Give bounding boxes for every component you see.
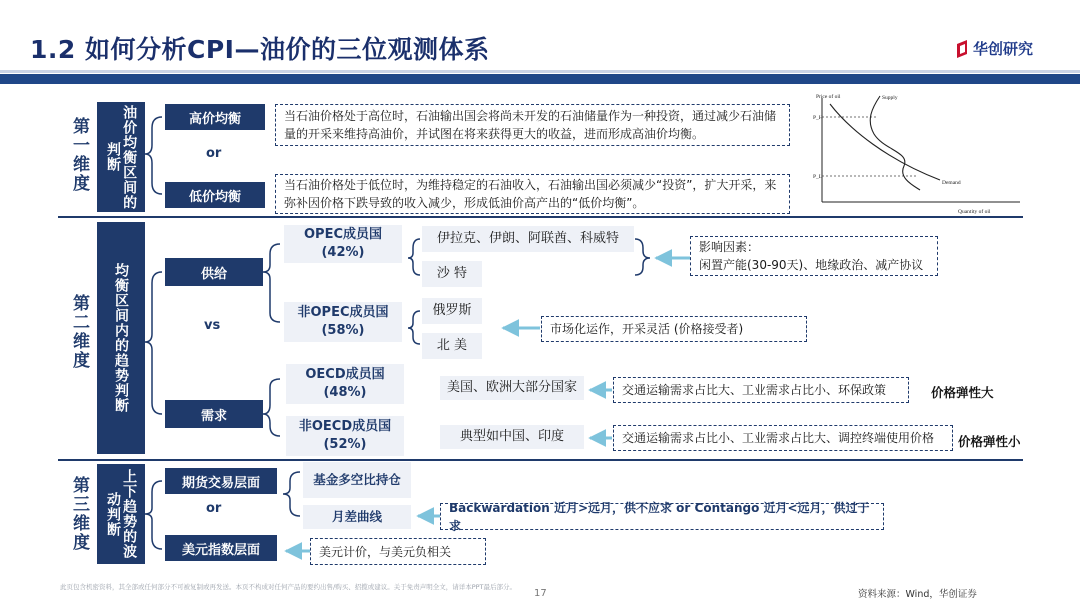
- brand-logo-icon: [955, 40, 969, 58]
- high-price-desc: 当石油价格处于高位时，石油输出国会将尚未开发的石油储量作为一种投资，通过减少石油储量的开采来维持高油价，并试图在将来获得更大的收益，进而形成高油价均衡。: [275, 104, 790, 146]
- separator-1: [58, 216, 1023, 218]
- non-oecd-note: 交通运输需求占比小、工业需求占比大、调控终端使用价格: [613, 425, 953, 451]
- non-oecd-elasticity: 价格弹性小: [958, 434, 1021, 449]
- russia-box: 俄罗斯: [422, 298, 482, 324]
- dim2-category: 均衡区间内的趋势判断: [97, 222, 145, 454]
- spread-note: Backwardation 近月>远月，供不应求 or Contango 近月<远月，供过于求: [440, 503, 884, 530]
- non-oecd-box: 非OECD成员国 (52%): [286, 416, 404, 456]
- usd-note: 美元计价，与美元负相关: [310, 538, 486, 565]
- dim3-or: or: [206, 501, 222, 516]
- low-price-equilibrium: 低价均衡: [165, 182, 265, 208]
- brand-name: 华创研究: [973, 40, 1034, 58]
- dim3-category: 上下趋势的波动判断: [97, 464, 145, 564]
- opec-box: OPEC成员国 (42%): [284, 225, 402, 263]
- saudi-box: 沙 特: [422, 261, 482, 287]
- header-accent-line: [0, 70, 1080, 73]
- header-bar: [0, 74, 1080, 84]
- opec-factors: 影响因素： 闲置产能(30-90天)、地缘政治、减产协议: [690, 236, 938, 276]
- separator-2: [58, 459, 1023, 461]
- supply-label: Supply: [882, 95, 898, 101]
- low-price-desc: 当石油价格处于低位时，为维持稳定的石油收入，石油输出国必须减少“投资”，扩大开采，来弥补因价格下跌导致的收入减少，形成低油价高产出的“低价均衡”。: [275, 174, 790, 214]
- usd-index-box: 美元指数层面: [165, 535, 277, 561]
- non-opec-note: 市场化运作，开采灵活 (价格接受者): [541, 316, 807, 342]
- data-source: 资料来源：Wind，华创证券: [858, 589, 977, 600]
- dim2-vs: vs: [204, 318, 221, 333]
- north-america-box: 北 美: [422, 333, 482, 359]
- supply-box: 供给: [165, 258, 263, 286]
- ph-label: P_H: [813, 115, 823, 121]
- spread-curve-box: 月差曲线: [303, 505, 411, 529]
- non-opec-box: 非OPEC成员国 (58%): [284, 302, 402, 342]
- non-oecd-members: 典型如中国、印度: [440, 425, 584, 449]
- dim1-or: or: [206, 146, 222, 161]
- x-axis-label: Quantity of oil: [958, 209, 991, 215]
- brand-logo: [955, 38, 1033, 59]
- futures-level-box: 期货交易层面: [165, 468, 277, 494]
- dim1-category: 油价均衡区间的判断: [97, 102, 145, 212]
- oecd-elasticity: 价格弹性大: [931, 385, 994, 400]
- demand-curve: [830, 104, 940, 180]
- y-axis-label: Price of oil: [816, 94, 841, 100]
- dim2-label: 第二维度: [69, 294, 89, 370]
- opec-members: 伊拉克、伊朗、阿联酋、科威特: [422, 226, 634, 252]
- oil-supply-demand-figure: [810, 90, 1025, 215]
- pl-label: P_L: [813, 174, 823, 180]
- oecd-box: OECD成员国 (48%): [286, 364, 404, 404]
- demand-box: 需求: [165, 400, 263, 428]
- dim1-label: 第一维度: [69, 117, 89, 193]
- page-number: 17: [534, 588, 547, 599]
- high-price-equilibrium: 高价均衡: [165, 104, 265, 130]
- oecd-note: 交通运输需求占比大、工业需求占比小、环保政策: [613, 377, 909, 403]
- demand-label: Demand: [942, 180, 961, 186]
- dim3-label: 第三维度: [69, 476, 89, 552]
- oecd-members: 美国、欧洲大部分国家: [440, 376, 584, 400]
- fund-position-box: 基金多空比持仓: [303, 462, 411, 498]
- page-title: 1.2 如何分析CPI—油价的三位观测体系: [30, 35, 490, 64]
- disclaimer: 此页包含机密资料，其全部或任何部分不可被复制或再发送。本页不构成对任何产品的要约出售/购买、招揽或建议。关于免责声明全文，请详本PPT最后部分。: [60, 583, 516, 591]
